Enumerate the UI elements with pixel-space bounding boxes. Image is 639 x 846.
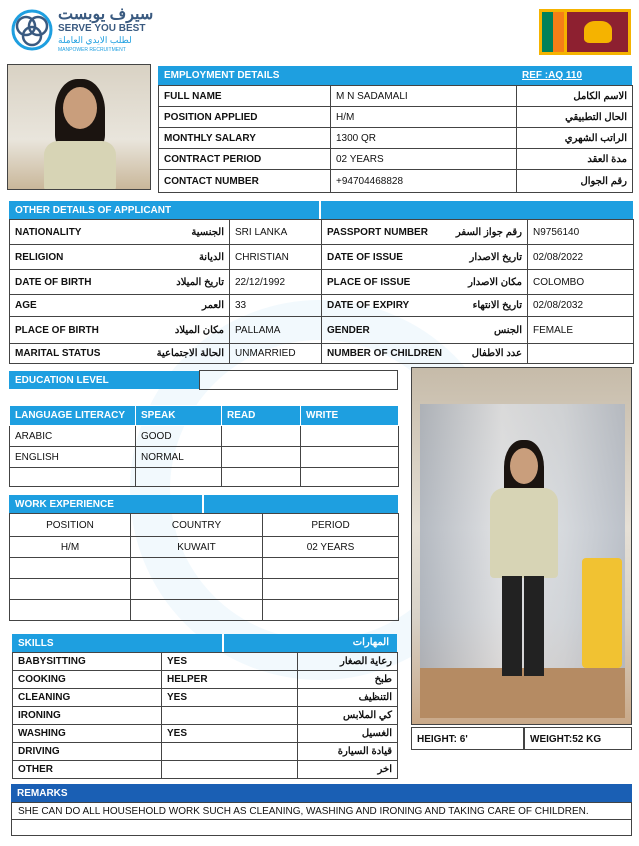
column-header: LANGUAGE LITERACY (10, 406, 136, 426)
remarks-blank-line (11, 820, 632, 836)
language-table (9, 405, 399, 487)
brand-tagline: MANPOWER RECRUITMENT (58, 47, 126, 53)
table-row (10, 537, 399, 558)
field-label: NATIONALITY الجنسية (10, 220, 230, 245)
field-value: H/M (331, 107, 517, 128)
column-header: POSITION (10, 514, 131, 537)
field-value: 33 (230, 295, 322, 317)
field-value: N9756140 (528, 220, 634, 245)
work-period (263, 579, 399, 600)
remarks-text: SHE CAN DO ALL HOUSEHOLD WORK SUCH AS CLEANING, WASHING AND IRONING AND TAKING CARE OF CHILDREN. (11, 802, 632, 820)
skill-value (162, 743, 298, 761)
field-value: PALLAMA (230, 317, 322, 344)
other-details-header (9, 201, 633, 219)
field-value: 02/08/2022 (528, 245, 634, 270)
read-level (222, 468, 301, 487)
table-row (10, 295, 634, 317)
field-value: 22/12/1992 (230, 270, 322, 295)
skills-header (12, 634, 397, 652)
work-position (10, 579, 131, 600)
table-row (159, 107, 633, 128)
other-details-title: OTHER DETAILS OF APPLICANT (15, 205, 172, 216)
field-value: 02 YEARS (331, 149, 517, 170)
table-row (10, 270, 634, 295)
table-row (13, 671, 398, 689)
brand-arabic-name: سيرف يوبست (58, 6, 154, 23)
write-level (301, 447, 399, 468)
skill-name-arabic: طبخ (298, 671, 398, 689)
table-row (10, 600, 399, 621)
education-value (199, 370, 398, 390)
field-label-arabic: مدة العقد (517, 149, 633, 170)
work-experience-title: WORK EXPERIENCE (15, 499, 114, 510)
field-label: FULL NAME (159, 86, 331, 107)
table-row (10, 447, 399, 468)
weight-value: WEIGHT:52 KG (524, 727, 632, 750)
table-row (13, 707, 398, 725)
education-header (9, 371, 199, 389)
speak-level: NORMAL (136, 447, 222, 468)
field-label: MONTHLY SALARY (159, 128, 331, 149)
field-label: CONTACT NUMBER (159, 170, 331, 193)
table-header-row (10, 406, 399, 426)
table-row (159, 128, 633, 149)
table-header-row (10, 514, 399, 537)
work-position: H/M (10, 537, 131, 558)
skill-value (162, 707, 298, 725)
table-row (10, 468, 399, 487)
read-level (222, 447, 301, 468)
column-header: WRITE (301, 406, 399, 426)
full-body-photo (411, 367, 632, 725)
skill-name: DRIVING (13, 743, 162, 761)
work-period: 02 YEARS (263, 537, 399, 558)
field-label: GENDER الجنس (322, 317, 528, 344)
brand-arabic-tagline: لطلب الايدي العاملة (58, 35, 132, 45)
language-name: ARABIC (10, 426, 136, 447)
field-value: M N SADAMALI (331, 86, 517, 107)
company-logo (10, 8, 54, 52)
table-row (13, 743, 398, 761)
skill-name: IRONING (13, 707, 162, 725)
field-value: +94704468828 (331, 170, 517, 193)
table-row (10, 317, 634, 344)
work-experience-table (9, 513, 399, 621)
skill-name-arabic: التنظيف (298, 689, 398, 707)
employment-header (158, 66, 632, 85)
field-label-arabic: رقم الجوال (517, 170, 633, 193)
table-row (10, 220, 634, 245)
work-country (131, 558, 263, 579)
field-value: COLOMBO (528, 270, 634, 295)
field-label: DATE OF ISSUE تاريخ الاصدار (322, 245, 528, 270)
brand-name: SERVE YOU BEST (58, 23, 146, 34)
sri-lanka-flag-icon (539, 9, 631, 55)
employment-table (158, 85, 633, 193)
field-value: CHRISTIAN (230, 245, 322, 270)
employment-title: EMPLOYMENT DETAILS (164, 70, 280, 81)
table-row (13, 653, 398, 671)
write-level (301, 426, 399, 447)
skill-value: YES (162, 653, 298, 671)
work-position (10, 558, 131, 579)
field-label: PLACE OF ISSUE مكان الاصدار (322, 270, 528, 295)
education-title: EDUCATION LEVEL (15, 375, 109, 386)
remarks-title: REMARKS (17, 788, 68, 799)
table-row (159, 86, 633, 107)
skill-name-arabic: قيادة السيارة (298, 743, 398, 761)
height-value: HEIGHT: 6' (411, 727, 524, 750)
field-value: UNMARRIED (230, 344, 322, 364)
portrait-photo (7, 64, 151, 190)
skills-table (12, 652, 398, 779)
skill-value: YES (162, 689, 298, 707)
table-row (159, 149, 633, 170)
table-row (10, 558, 399, 579)
field-value: 02/08/2032 (528, 295, 634, 317)
field-value (528, 344, 634, 364)
skill-name: COOKING (13, 671, 162, 689)
speak-level: GOOD (136, 426, 222, 447)
field-label: AGE العمر (10, 295, 230, 317)
field-label: PLACE OF BIRTH مكان الميلاد (10, 317, 230, 344)
work-country: KUWAIT (131, 537, 263, 558)
column-header: COUNTRY (131, 514, 263, 537)
table-row (10, 245, 634, 270)
skills-title-arabic: المهارات (352, 637, 389, 648)
field-label: DATE OF EXPIRY تاريخ الانتهاء (322, 295, 528, 317)
work-period (263, 600, 399, 621)
write-level (301, 468, 399, 487)
field-label-arabic: الراتب الشهري (517, 128, 633, 149)
table-row (10, 579, 399, 600)
field-label-arabic: الاسم الكامل (517, 86, 633, 107)
field-label: MARITAL STATUS الحالة الاجتماعية (10, 344, 230, 364)
field-label: PASSPORT NUMBER رقم جواز السفر (322, 220, 528, 245)
skill-name-arabic: رعاية الصغار (298, 653, 398, 671)
skill-name: WASHING (13, 725, 162, 743)
field-value: FEMALE (528, 317, 634, 344)
skill-value: HELPER (162, 671, 298, 689)
field-label: CONTRACT PERIOD (159, 149, 331, 170)
language-name (10, 468, 136, 487)
skill-name-arabic: اخر (298, 761, 398, 779)
other-details-table (9, 219, 634, 364)
skill-name: BABYSITTING (13, 653, 162, 671)
skill-name: CLEANING (13, 689, 162, 707)
field-value: SRI LANKA (230, 220, 322, 245)
table-row (13, 689, 398, 707)
language-name: ENGLISH (10, 447, 136, 468)
work-experience-header (9, 495, 398, 513)
column-header: READ (222, 406, 301, 426)
reference-number: REF :AQ 110 (522, 70, 583, 81)
field-label: NUMBER OF CHILDREN عدد الاطفال (322, 344, 528, 364)
column-header: PERIOD (263, 514, 399, 537)
skill-value (162, 761, 298, 779)
skill-name-arabic: كي الملابس (298, 707, 398, 725)
skill-name: OTHER (13, 761, 162, 779)
table-row (10, 344, 634, 364)
table-row (13, 725, 398, 743)
table-row (13, 761, 398, 779)
field-label-arabic: الحال التطبيقي (517, 107, 633, 128)
field-value: 1300 QR (331, 128, 517, 149)
column-header: SPEAK (136, 406, 222, 426)
work-country (131, 579, 263, 600)
skills-title: SKILLS (18, 638, 54, 649)
work-country (131, 600, 263, 621)
field-label: DATE OF BIRTH تاريخ الميلاد (10, 270, 230, 295)
work-position (10, 600, 131, 621)
table-row (10, 426, 399, 447)
remarks-header (11, 784, 632, 802)
field-label: RELIGION الديانة (10, 245, 230, 270)
read-level (222, 426, 301, 447)
speak-level (136, 468, 222, 487)
work-period (263, 558, 399, 579)
skill-name-arabic: الغسيل (298, 725, 398, 743)
skill-value: YES (162, 725, 298, 743)
table-row (159, 170, 633, 193)
field-label: POSITION APPLIED (159, 107, 331, 128)
